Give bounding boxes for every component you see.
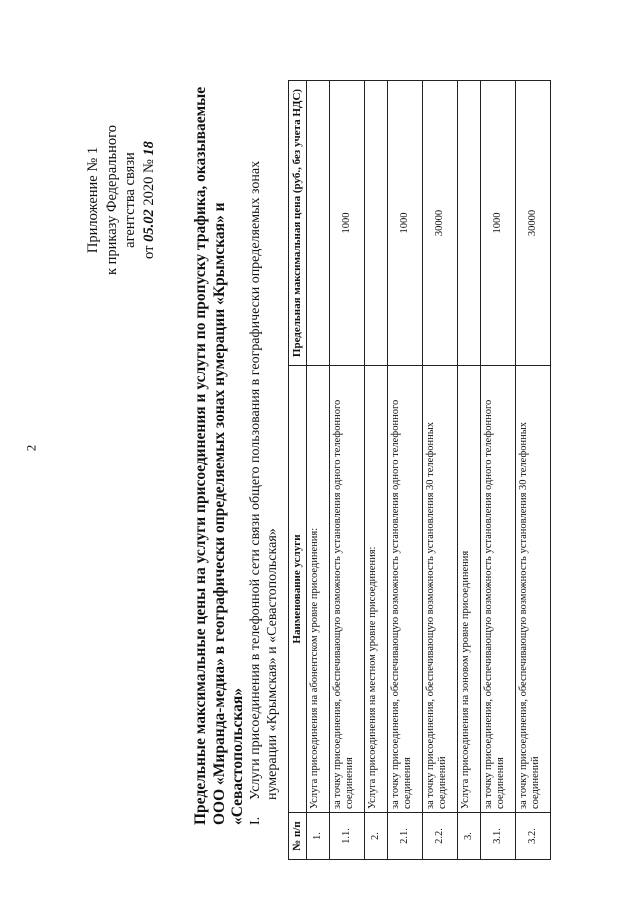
table-row (329, 81, 364, 860)
section-number: I. (248, 816, 263, 825)
row-service: за точку присоединения, обеспечивающую возможность установления 30 телефонных соединений (515, 366, 550, 813)
row-num: 3. (457, 813, 480, 860)
document-title (192, 85, 248, 825)
table-row (387, 81, 422, 860)
row-service: за точку присоединения, обеспечивающую возможность установления 30 телефонных соединений (422, 366, 457, 813)
row-service: Услуга присоединения на зоновом уровне присоединения (457, 366, 480, 813)
row-service: за точку присоединения, обеспечивающую возможность установления одного телефонного соединения (329, 366, 364, 813)
table-row (515, 81, 550, 860)
section-text: Услуги присоединения в телефонной сети связи общего пользования в географически определяемых зонах нумерации «Крымская» и «Севастопольская» (248, 160, 280, 800)
table-row (480, 81, 515, 860)
row-service: за точку присоединения, обеспечивающую возможность установления одного телефонного соединения (387, 366, 422, 813)
row-num: 2.2. (422, 813, 457, 860)
page-number: 2 (23, 444, 39, 452)
table-row (422, 81, 457, 860)
appendix-agency: агентства связи (122, 152, 139, 248)
table-header-row (289, 81, 307, 860)
appendix-date-line (140, 90, 159, 310)
row-price (364, 81, 387, 366)
row-price: 1000 (480, 81, 515, 366)
header-service: Наименование услуги (289, 366, 307, 813)
row-price (306, 81, 329, 366)
section-heading (248, 100, 282, 825)
appendix-order: к приказу Федерального (103, 124, 120, 276)
row-num: 1.1. (329, 813, 364, 860)
row-num: 2.1. (387, 813, 422, 860)
title-line-1: Предельные максимальные цены на услуги присоединения и услуги по пропуску трафика, оказываемые (192, 86, 209, 825)
table-row (457, 81, 480, 860)
row-service: Услуга присоединения на абонентском уровне присоединения: (306, 366, 329, 813)
row-price: 1000 (387, 81, 422, 366)
appendix-date: 05.02 (140, 209, 157, 242)
row-price: 30000 (422, 81, 457, 366)
row-service: Услуга присоединения на местном уровне присоединения: (364, 366, 387, 813)
price-table (288, 80, 551, 860)
appendix-from: от (140, 245, 157, 259)
header-price: Предельная максимальная цена (руб., без учета НДС) (289, 81, 307, 366)
row-num: 2. (364, 813, 387, 860)
title-line-2: ООО «Миранда-медиа» в географически определяемых зонах нумерации «Крымская» и «Севастопольская» (210, 202, 247, 825)
row-price: 30000 (515, 81, 550, 366)
table-row (364, 81, 387, 860)
appendix-number: 18 (140, 141, 157, 156)
row-num: 1. (306, 813, 329, 860)
table-row (306, 81, 329, 860)
appendix-block (84, 90, 158, 310)
row-num: 3.1. (480, 813, 515, 860)
header-num: № п/п (289, 813, 307, 860)
appendix-title: Приложение № 1 (85, 146, 101, 254)
row-price: 1000 (329, 81, 364, 366)
row-price (457, 81, 480, 366)
row-service: за точку присоединения, обеспечивающую возможность установления одного телефонного соединения (480, 366, 515, 813)
appendix-year: 2020 № (140, 159, 157, 206)
row-num: 3.2. (515, 813, 550, 860)
